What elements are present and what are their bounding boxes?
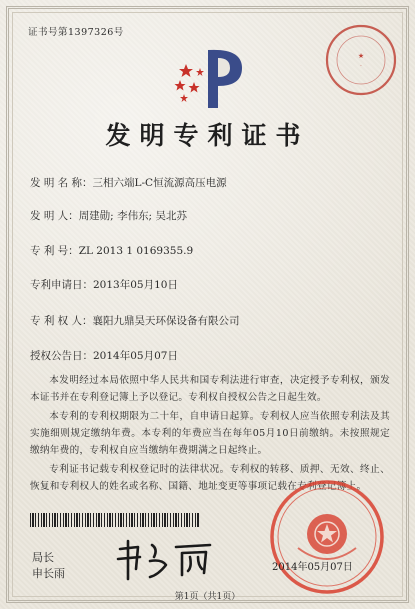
invention-name-label: 发 明 名 称： (30, 177, 93, 189)
svg-text:★: ★ (357, 52, 365, 60)
paragraph-issuance: 本发明经过本局依照中华人民共和国专利法进行审查，决定授予专利权，颁发本证书并在专利登记簿上予以登记。专利权自授权公告之日起生效。 (30, 375, 390, 403)
director-signature (112, 535, 222, 585)
patent-office-logo (172, 42, 254, 112)
application-date-label: 专利申请日： (30, 279, 93, 291)
paragraph-registry: 专利证书记载专利权登记时的法律状况。专利权的转移、质押、无效、终止、恢复和专利权人的姓名或名称、国籍、地址变更等事项记载在专利登记簿上。 (30, 464, 390, 492)
director-block (32, 550, 65, 582)
director-title: 局长 (32, 551, 54, 564)
patentee-value: 襄阳九鼎昊天环保设备有限公司 (92, 315, 240, 327)
svg-text:·: · (360, 63, 362, 70)
seal-date: 2014年05月07日 (272, 562, 353, 573)
certificate-title: 发明专利证书 (105, 121, 310, 150)
official-seal (268, 478, 386, 596)
application-date-row (30, 277, 178, 292)
director-name: 申长雨 (32, 567, 65, 580)
patent-number-value: ZL 2013 1 0169355.9 (78, 245, 194, 257)
grant-date-label: 授权公告日： (30, 350, 93, 362)
page-number: 第1页（共1页） (174, 592, 241, 602)
patent-number-row (30, 243, 193, 258)
patentee-row (30, 313, 240, 328)
grant-date-value: 2014年05月07日 (93, 350, 178, 362)
inventors-label: 发 明 人： (30, 210, 79, 222)
invention-name-value: 三相六端L-C恒流源高压电源 (92, 177, 227, 189)
paragraph-term: 本专利的专利权期限为二十年，自申请日起算。专利权人应当依照专利法及其实施细则规定缴纳年费。本专利的年费应当在每年05月10日前缴纳。未按照规定缴纳年费的，专利权自应当缴纳年费期满之日起终止。 (30, 411, 390, 456)
patent-number-label: 专 利 号： (30, 245, 79, 257)
barcode (30, 513, 200, 527)
invention-name-row (30, 175, 227, 190)
certificate-number: 证书号第1397326号 (28, 27, 124, 38)
inventors-value: 周建勋; 李伟东; 吴北苏 (78, 210, 187, 222)
agency-stamp (323, 22, 399, 98)
application-date-value: 2013年05月10日 (93, 279, 178, 291)
patentee-label: 专 利 权 人： (30, 315, 93, 327)
grant-date-row (30, 348, 178, 363)
inventors-row (30, 208, 187, 223)
